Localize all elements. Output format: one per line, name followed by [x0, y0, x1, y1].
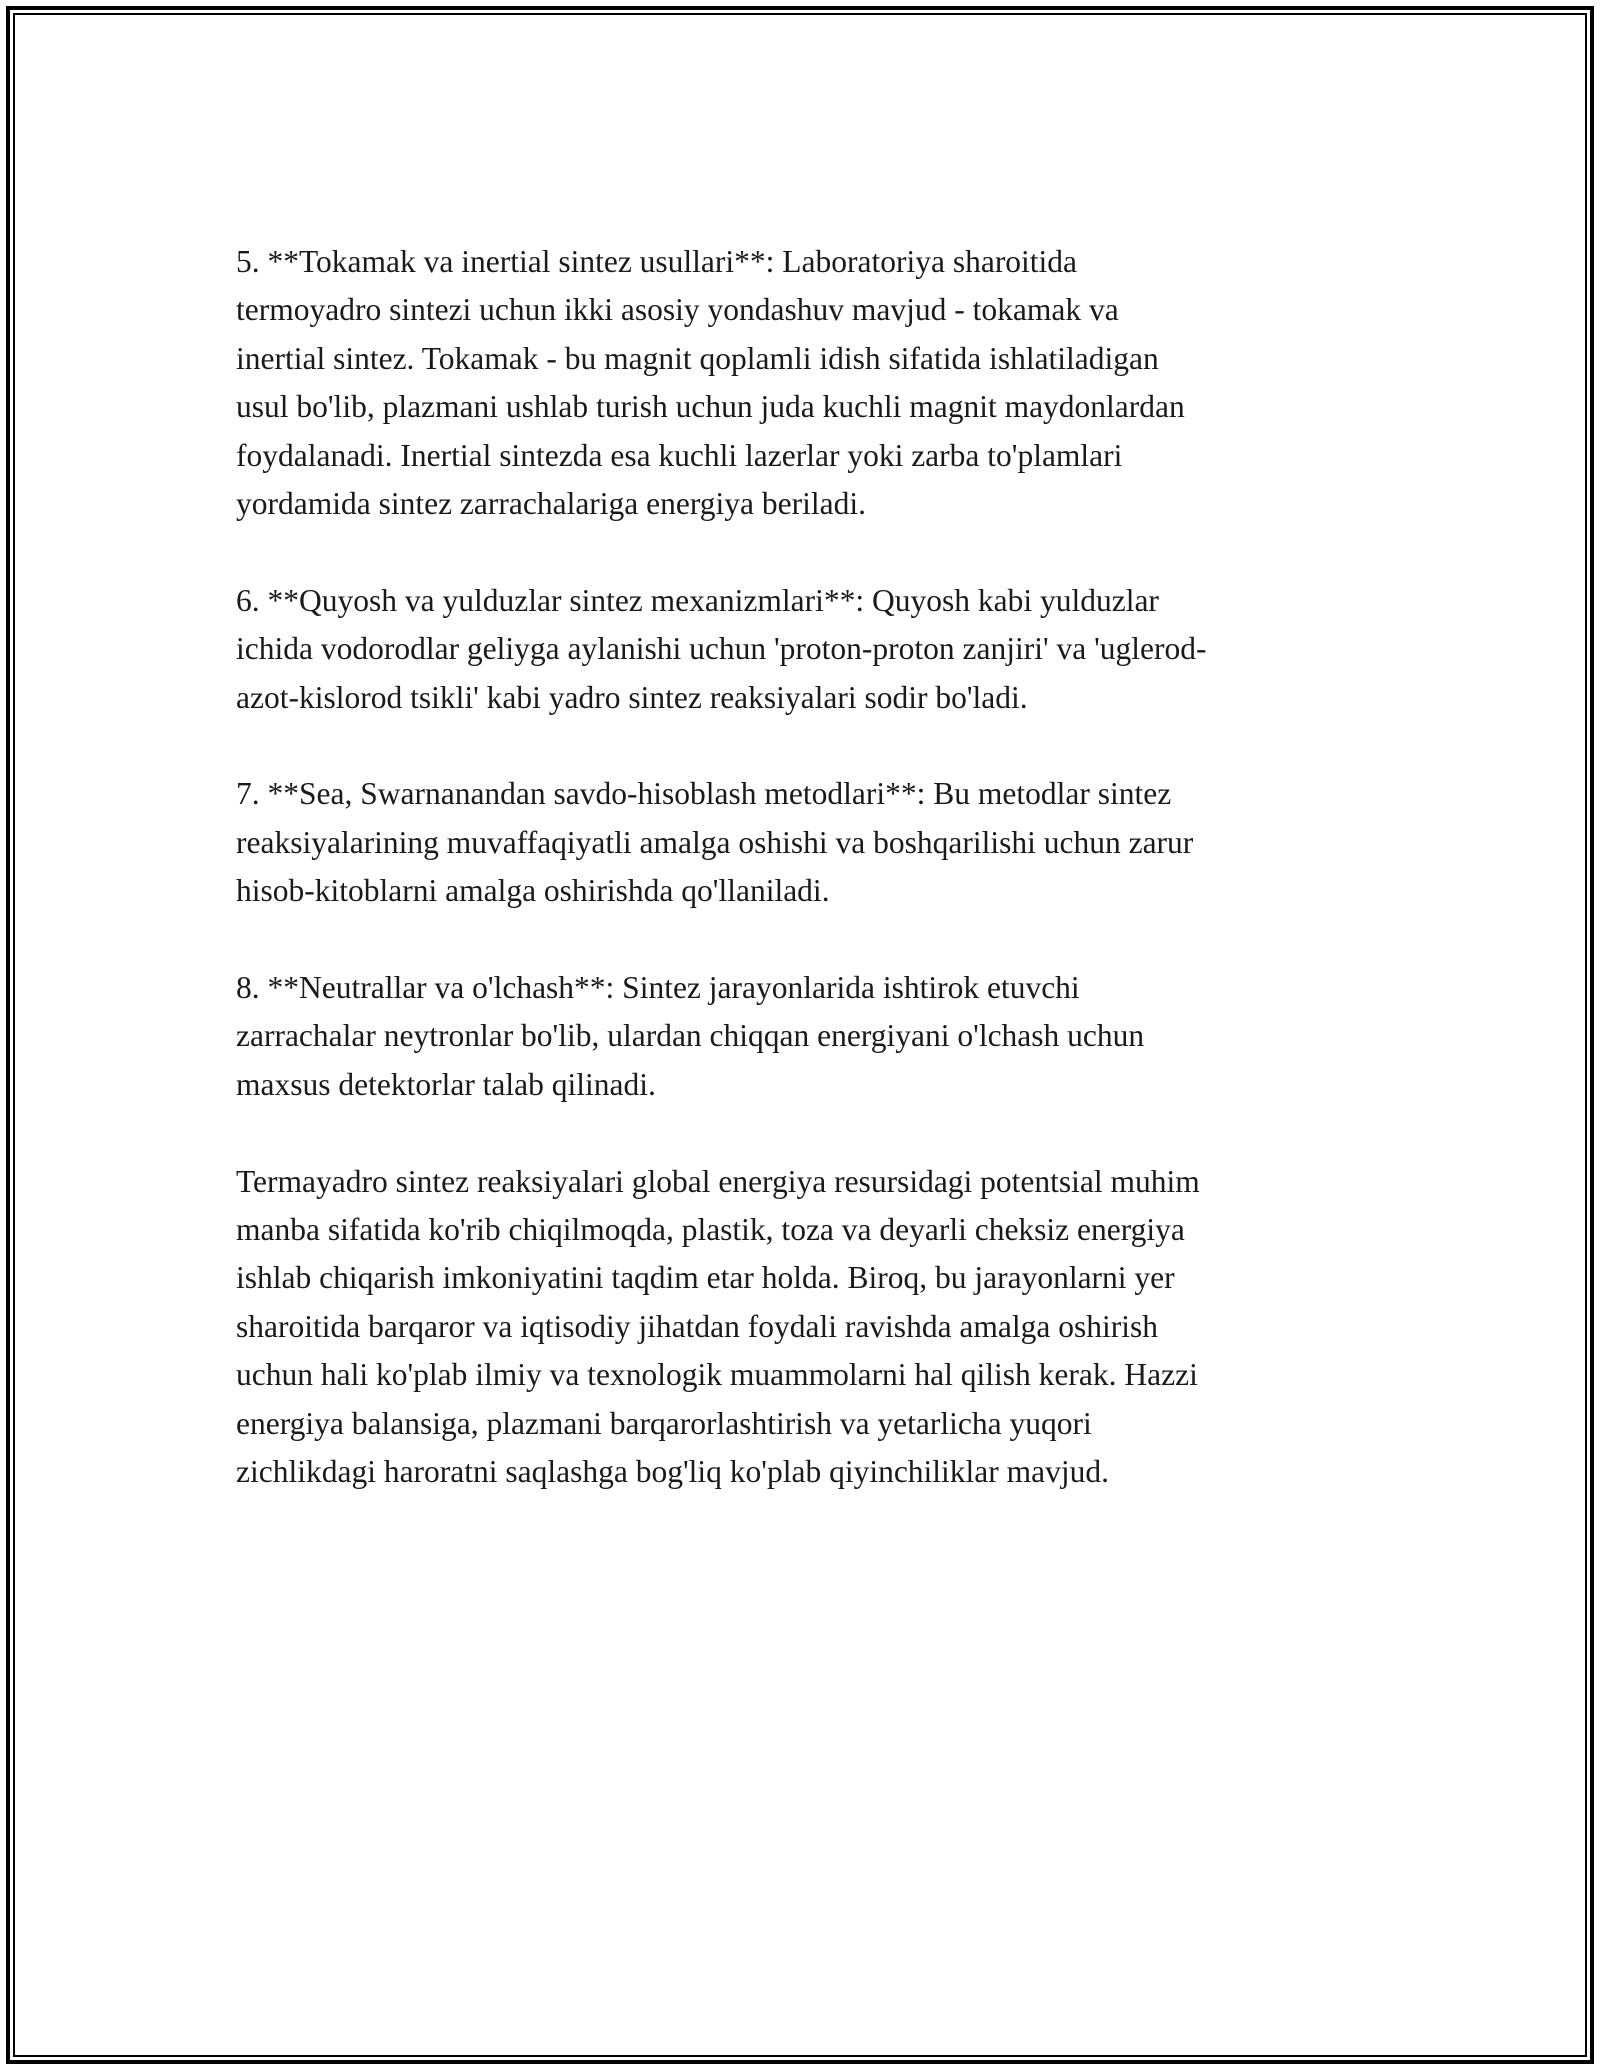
document-body: [236, 238, 1376, 1545]
paragraph-tokamak-inertial: 5. **Tokamak va inertial sintez usullari**: Laboratoriya sharoitida termoyadro sintezi uchun ikki asosiy yondashuv mavjud - tokamak va inertial sintez. Tokamak - bu magnit qoplamli idish sifatida ishlatiladigan usul bo'lib, plazmani ushlab turish uchun juda kuchli magnit maydonlardan foydalanadi. Inertial sintezda esa kuchli lazerlar yoki zarba to'plamlari yordamida sintez zarrachalariga energiya beriladi.: [236, 244, 1185, 522]
paragraph-neutrons-measurement: 8. **Neutrallar va o'lchash**: Sintez jarayonlarida ishtirok etuvchi zarrachalar neytronlar bo'lib, ulardan chiqqan energiyani o'lchash uchun maxsus detektorlar talab qilinadi.: [236, 970, 1145, 1102]
paragraph-calculation-methods: 7. **Sea, Swarnanandan savdo-hisoblash metodlari**: Bu metodlar sintez reaksiyalarining muvaffaqiyatli amalga oshishi va boshqarilishi uchun zarur hisob-kitoblarni amalga oshirishda qo'llaniladi.: [236, 776, 1194, 909]
paragraph-solar-stellar-fusion: 6. **Quyosh va yulduzlar sintez mexanizmlari**: Quyosh kabi yulduzlar ichida vodorodlar geliyga aylanishi uchun 'proton-proton zanjiri' va 'uglerod- azot-kislorod tsikli' kabi yadro sintez reaksiyalari sodir bo'ladi.: [236, 582, 1207, 715]
paragraph-conclusion: Termayadro sintez reaksiyalari global energiya resursidagi potentsial muhim manba sifatida ko'rib chiqilmoqda, plastik, toza va deyarli cheksiz energiya ishlab chiqarish imkoniyatini taqdim etar holda. Biroq, bu jarayonlarni yer sharoitida barqaror va iqtisodiy jihatdan foydali ravishda amalga oshirish uchun hali ko'plab ilmiy va texnologik muammolarni hal qilish kerak. Hazzi energiya balansiga, plazmani barqarorlashtirish va yetarlicha yuqori zichlikdagi haroratni saqlashga bog'liq ko'plab qiyinchiliklar mavjud.: [236, 1163, 1200, 1490]
